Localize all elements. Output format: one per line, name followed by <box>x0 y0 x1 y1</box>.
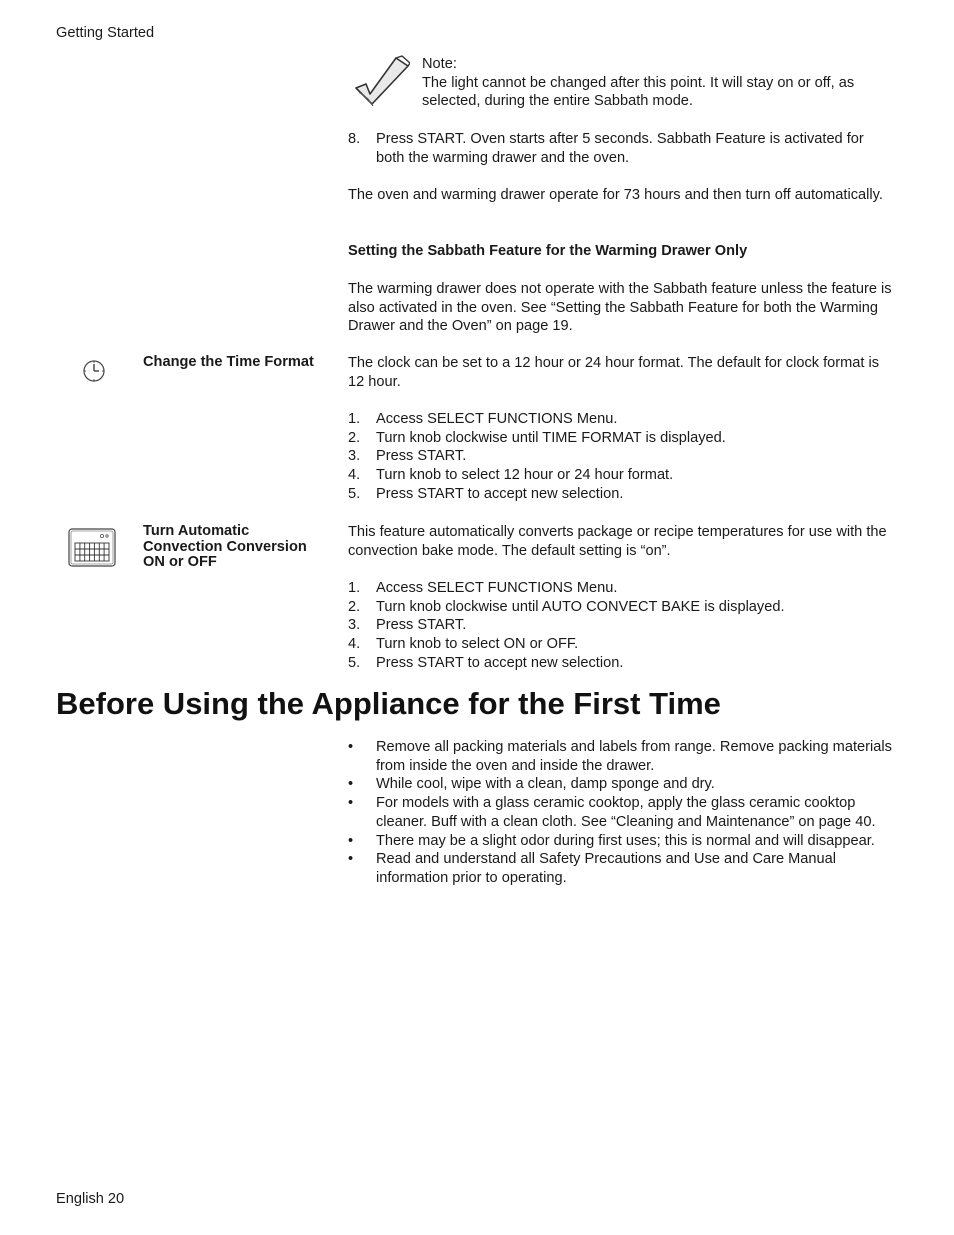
bullet-mark: • <box>348 832 354 849</box>
step-number: 5. <box>348 485 361 502</box>
step-number: 2. <box>348 598 361 615</box>
bullet-text: For models with a glass ceramic cooktop, apply the glass ceramic cooktop cleaner. Buff with a clean cloth. See “Cleaning and Maintenance” on page 40. <box>376 795 876 830</box>
list-item <box>348 429 896 448</box>
list-item <box>348 775 896 794</box>
first-time-bullets <box>348 738 896 888</box>
list-item <box>348 832 896 851</box>
warming-drawer-paragraph: The warming drawer does not operate with the Sabbath feature unless the feature is also activated in the oven. See “Setting the Sabbath Feature for both the Warming Drawer and the Oven” on page 19. <box>348 281 892 335</box>
step-text: Press START to accept new selection. <box>376 485 624 502</box>
list-item <box>348 466 896 485</box>
time-format-intro: The clock can be set to a 12 hour or 24 hour format. The default for clock format is 12 hour. <box>348 355 880 390</box>
list-item <box>348 447 896 466</box>
running-head: Getting Started <box>56 25 155 41</box>
bullet-text: Remove all packing materials and labels from range. Remove packing materials from inside the oven and inside the drawer. <box>376 739 892 774</box>
list-item <box>348 410 896 429</box>
list-item <box>348 794 896 831</box>
step-text: Turn knob clockwise until TIME FORMAT is displayed. <box>376 429 726 446</box>
clock-icon <box>82 358 106 384</box>
list-item <box>348 654 896 673</box>
auto-convect-steps <box>348 579 896 673</box>
list-item <box>348 130 896 167</box>
note <box>422 55 902 111</box>
bullet-mark: • <box>348 739 354 755</box>
step-text: Turn knob to select ON or OFF. <box>376 636 579 653</box>
step-text: Turn knob to select 12 hour or 24 hour format. <box>376 467 674 484</box>
bullet-mark: • <box>348 851 354 868</box>
step-number: 5. <box>348 654 361 671</box>
step-number: 1. <box>348 580 361 596</box>
list-item <box>348 738 896 775</box>
bullet-mark: • <box>348 776 354 793</box>
step-number: 4. <box>348 636 361 653</box>
auto-convect-intro: This feature automatically converts package or recipe temperatures for use with the convection bake mode. The default setting is “on”. <box>348 524 887 559</box>
step-number: 8. <box>348 131 361 147</box>
step-text: Press START to accept new selection. <box>376 654 624 671</box>
checkmark-icon <box>350 54 410 106</box>
step-number: 3. <box>348 448 361 465</box>
note-label: Note: <box>422 56 457 72</box>
list-item <box>348 485 896 504</box>
step-8-list <box>348 130 896 167</box>
list-item <box>348 598 896 617</box>
list-item <box>348 616 896 635</box>
page-footer: English 20 <box>56 1191 125 1207</box>
auto-convect-side-heading: Turn Automatic Convection Conversion ON or OFF <box>143 523 307 570</box>
operation-duration-paragraph: The oven and warming drawer operate for 73 hours and then turn off automatically. <box>348 187 883 203</box>
list-item <box>348 635 896 654</box>
bullet-mark: • <box>348 795 354 812</box>
warming-drawer-heading: Setting the Sabbath Feature for the Warming Drawer Only <box>348 243 748 259</box>
note-text: The light cannot be changed after this point. It will stay on or off, as selected, during the entire Sabbath mode. <box>422 74 855 110</box>
bullet-text: While cool, wipe with a clean, damp sponge and dry. <box>376 776 715 793</box>
step-text: Access SELECT FUNCTIONS Menu. <box>376 580 618 596</box>
step-text: Turn knob clockwise until AUTO CONVECT BAKE is displayed. <box>376 598 785 615</box>
section-title: Before Using the Appliance for the First Time <box>56 686 721 721</box>
step-number: 1. <box>348 411 361 427</box>
step-text: Access SELECT FUNCTIONS Menu. <box>376 411 618 427</box>
step-text: Press START. <box>376 617 467 634</box>
step-number: 3. <box>348 617 361 634</box>
step-text: Press START. Oven starts after 5 seconds. Sabbath Feature is activated for both the warming drawer and the oven. <box>376 131 864 166</box>
list-item <box>348 579 896 598</box>
step-number: 4. <box>348 467 361 484</box>
control-panel-keypad-icon <box>68 528 116 568</box>
step-text: Press START. <box>376 448 467 465</box>
step-number: 2. <box>348 429 361 446</box>
list-item <box>348 850 896 887</box>
time-format-steps <box>348 410 896 504</box>
bullet-text: There may be a slight odor during first uses; this is normal and will disappear. <box>376 832 875 849</box>
bullet-text: Read and understand all Safety Precautions and Use and Care Manual information prior to operating. <box>376 851 836 886</box>
time-format-side-heading: Change the Time Format <box>143 354 314 370</box>
